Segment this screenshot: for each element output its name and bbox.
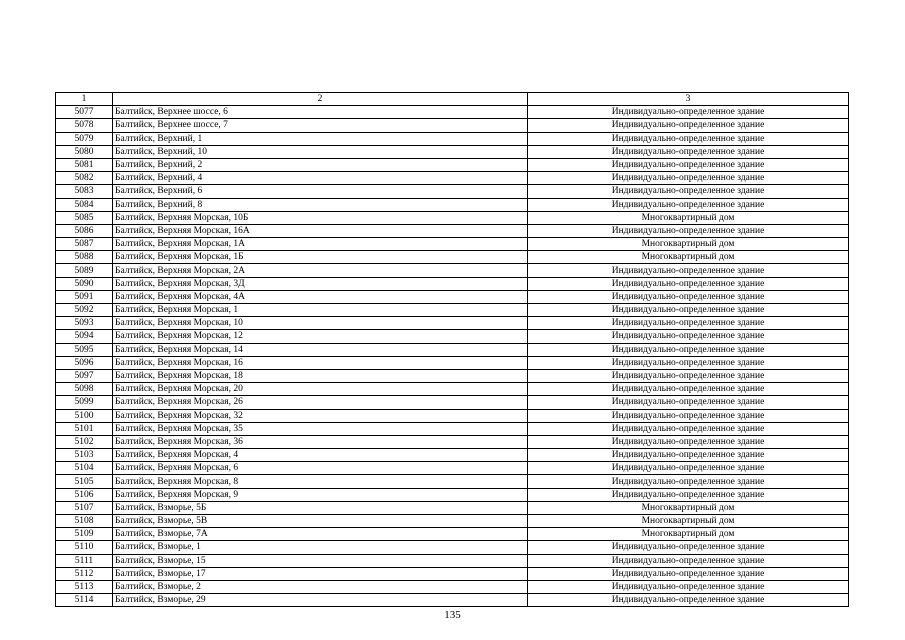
table-row	[56, 515, 849, 528]
building-type-cell: Многоквартирный дом	[528, 501, 849, 514]
row-number-cell: 5087	[56, 238, 113, 251]
address-cell: Балтийск, Верхняя Морская, 6	[113, 462, 528, 475]
building-type-cell: Индивидуально-определенное здание	[528, 383, 849, 396]
address-cell: Балтийск, Верхняя Морская, 35	[113, 422, 528, 435]
row-number-cell: 5105	[56, 475, 113, 488]
table-row	[56, 554, 849, 567]
address-cell: Балтийск, Верхняя Морская, 14	[113, 343, 528, 356]
row-number-cell: 5093	[56, 317, 113, 330]
address-cell: Балтийск, Верхняя Морская, 4	[113, 449, 528, 462]
row-number-cell: 5090	[56, 277, 113, 290]
table-row	[56, 343, 849, 356]
table-row	[56, 594, 849, 607]
table-row	[56, 330, 849, 343]
building-type-cell: Индивидуально-определенное здание	[528, 158, 849, 171]
row-number-cell: 5091	[56, 290, 113, 303]
table-row	[56, 224, 849, 237]
address-cell: Балтийск, Взморье, 7А	[113, 528, 528, 541]
building-type-cell: Индивидуально-определенное здание	[528, 224, 849, 237]
building-type-cell: Индивидуально-определенное здание	[528, 594, 849, 607]
table-row	[56, 264, 849, 277]
row-number-cell: 5114	[56, 594, 113, 607]
row-number-cell: 5082	[56, 172, 113, 185]
building-type-cell: Индивидуально-определенное здание	[528, 369, 849, 382]
table-row	[56, 251, 849, 264]
address-cell: Балтийск, Верхний, 4	[113, 172, 528, 185]
table-row	[56, 172, 849, 185]
address-cell: Балтийск, Верхний, 10	[113, 145, 528, 158]
building-type-cell: Многоквартирный дом	[528, 211, 849, 224]
address-cell: Балтийск, Взморье, 2	[113, 580, 528, 593]
address-cell: Балтийск, Верхний, 8	[113, 198, 528, 211]
building-type-cell: Индивидуально-определенное здание	[528, 356, 849, 369]
address-cell: Балтийск, Верхняя Морская, 4А	[113, 290, 528, 303]
table-row	[56, 409, 849, 422]
building-type-cell: Индивидуально-определенное здание	[528, 409, 849, 422]
building-type-cell: Индивидуально-определенное здание	[528, 317, 849, 330]
building-type-cell: Индивидуально-определенное здание	[528, 580, 849, 593]
row-number-cell: 5088	[56, 251, 113, 264]
table-row	[56, 198, 849, 211]
row-number-cell: 5111	[56, 554, 113, 567]
row-number-cell: 5099	[56, 396, 113, 409]
row-number-cell: 5104	[56, 462, 113, 475]
address-cell: Балтийск, Верхняя Морская, 9	[113, 488, 528, 501]
table-body	[56, 106, 849, 607]
address-cell: Балтийск, Верхняя Морская, 10	[113, 317, 528, 330]
address-cell: Балтийск, Верхняя Морская, 8	[113, 475, 528, 488]
address-cell: Балтийск, Верхняя Морская, 18	[113, 369, 528, 382]
building-type-cell: Индивидуально-определенное здание	[528, 290, 849, 303]
address-cell: Балтийск, Взморье, 17	[113, 567, 528, 580]
building-type-cell: Индивидуально-определенное здание	[528, 198, 849, 211]
row-number-cell: 5102	[56, 435, 113, 448]
table-row	[56, 145, 849, 158]
address-cell: Балтийск, Верхняя Морская, 12	[113, 330, 528, 343]
address-cell: Балтийск, Верхняя Морская, 16	[113, 356, 528, 369]
address-cell: Балтийск, Верхняя Морская, 20	[113, 383, 528, 396]
building-type-cell: Индивидуально-определенное здание	[528, 449, 849, 462]
building-type-cell: Индивидуально-определенное здание	[528, 343, 849, 356]
address-cell: Балтийск, Верхняя Морская, 3Д	[113, 277, 528, 290]
building-type-cell: Индивидуально-определенное здание	[528, 554, 849, 567]
row-number-cell: 5094	[56, 330, 113, 343]
column-header-3: 3	[528, 93, 849, 106]
building-type-cell: Индивидуально-определенное здание	[528, 264, 849, 277]
row-number-cell: 5103	[56, 449, 113, 462]
table-row	[56, 158, 849, 171]
table-row	[56, 277, 849, 290]
building-type-cell: Индивидуально-определенное здание	[528, 119, 849, 132]
table-row	[56, 435, 849, 448]
page-number: 135	[444, 609, 461, 621]
table-row	[56, 541, 849, 554]
row-number-cell: 5109	[56, 528, 113, 541]
table-row	[56, 211, 849, 224]
row-number-cell: 5086	[56, 224, 113, 237]
table-row	[56, 238, 849, 251]
row-number-cell: 5092	[56, 304, 113, 317]
row-number-cell: 5095	[56, 343, 113, 356]
address-cell: Балтийск, Верхняя Морская, 36	[113, 435, 528, 448]
row-number-cell: 5112	[56, 567, 113, 580]
row-number-cell: 5096	[56, 356, 113, 369]
table-row	[56, 356, 849, 369]
building-type-cell: Индивидуально-определенное здание	[528, 396, 849, 409]
table-row	[56, 369, 849, 382]
row-number-cell: 5089	[56, 264, 113, 277]
address-cell: Балтийск, Верхняя Морская, 32	[113, 409, 528, 422]
row-number-cell: 5098	[56, 383, 113, 396]
row-number-cell: 5107	[56, 501, 113, 514]
row-number-cell: 5106	[56, 488, 113, 501]
row-number-cell: 5081	[56, 158, 113, 171]
row-number-cell: 5101	[56, 422, 113, 435]
row-number-cell: 5085	[56, 211, 113, 224]
table-row	[56, 580, 849, 593]
address-cell: Балтийск, Верхняя Морская, 1А	[113, 238, 528, 251]
address-cell: Балтийск, Взморье, 29	[113, 594, 528, 607]
column-header-2: 2	[113, 93, 528, 106]
building-type-cell: Индивидуально-определенное здание	[528, 422, 849, 435]
registry-table	[55, 92, 849, 607]
building-type-cell: Индивидуально-определенное здание	[528, 567, 849, 580]
row-number-cell: 5080	[56, 145, 113, 158]
building-type-cell: Индивидуально-определенное здание	[528, 475, 849, 488]
column-header-1: 1	[56, 93, 113, 106]
address-cell: Балтийск, Взморье, 5В	[113, 515, 528, 528]
table-row	[56, 528, 849, 541]
address-cell: Балтийск, Верхняя Морская, 2А	[113, 264, 528, 277]
table-row	[56, 475, 849, 488]
table-row	[56, 185, 849, 198]
address-cell: Балтийск, Взморье, 5Б	[113, 501, 528, 514]
address-cell: Балтийск, Верхняя Морская, 10Б	[113, 211, 528, 224]
table-row	[56, 106, 849, 119]
address-cell: Балтийск, Верхняя Морская, 16А	[113, 224, 528, 237]
row-number-cell: 5110	[56, 541, 113, 554]
building-type-cell: Индивидуально-определенное здание	[528, 304, 849, 317]
row-number-cell: 5113	[56, 580, 113, 593]
table-row	[56, 488, 849, 501]
building-type-cell: Индивидуально-определенное здание	[528, 106, 849, 119]
building-type-cell: Индивидуально-определенное здание	[528, 172, 849, 185]
table-header-row	[56, 93, 849, 106]
table-row	[56, 304, 849, 317]
row-number-cell: 5097	[56, 369, 113, 382]
row-number-cell: 5077	[56, 106, 113, 119]
address-cell: Балтийск, Верхний, 1	[113, 132, 528, 145]
table-row	[56, 462, 849, 475]
table-row	[56, 290, 849, 303]
row-number-cell: 5100	[56, 409, 113, 422]
building-type-cell: Многоквартирный дом	[528, 251, 849, 264]
building-type-cell: Многоквартирный дом	[528, 515, 849, 528]
building-type-cell: Индивидуально-определенное здание	[528, 132, 849, 145]
row-number-cell: 5078	[56, 119, 113, 132]
address-cell: Балтийск, Верхняя Морская, 1	[113, 304, 528, 317]
table-row	[56, 396, 849, 409]
building-type-cell: Индивидуально-определенное здание	[528, 330, 849, 343]
row-number-cell: 5108	[56, 515, 113, 528]
building-type-cell: Многоквартирный дом	[528, 528, 849, 541]
address-cell: Балтийск, Верхняя Морская, 1Б	[113, 251, 528, 264]
row-number-cell: 5084	[56, 198, 113, 211]
address-cell: Балтийск, Взморье, 1	[113, 541, 528, 554]
table-row	[56, 383, 849, 396]
building-type-cell: Индивидуально-определенное здание	[528, 435, 849, 448]
table-row	[56, 501, 849, 514]
row-number-cell: 5083	[56, 185, 113, 198]
building-type-cell: Многоквартирный дом	[528, 238, 849, 251]
building-type-cell: Индивидуально-определенное здание	[528, 488, 849, 501]
table-row	[56, 132, 849, 145]
table-row	[56, 422, 849, 435]
table-row	[56, 119, 849, 132]
building-type-cell: Индивидуально-определенное здание	[528, 145, 849, 158]
table-row	[56, 567, 849, 580]
address-cell: Балтийск, Верхнее шоссе, 6	[113, 106, 528, 119]
table-row	[56, 317, 849, 330]
table-row	[56, 449, 849, 462]
address-cell: Балтийск, Взморье, 15	[113, 554, 528, 567]
address-cell: Балтийск, Верхняя Морская, 26	[113, 396, 528, 409]
row-number-cell: 5079	[56, 132, 113, 145]
building-type-cell: Индивидуально-определенное здание	[528, 277, 849, 290]
address-cell: Балтийск, Верхний, 2	[113, 158, 528, 171]
building-type-cell: Индивидуально-определенное здание	[528, 541, 849, 554]
address-cell: Балтийск, Верхний, 6	[113, 185, 528, 198]
building-type-cell: Индивидуально-определенное здание	[528, 462, 849, 475]
address-cell: Балтийск, Верхнее шоссе, 7	[113, 119, 528, 132]
building-type-cell: Индивидуально-определенное здание	[528, 185, 849, 198]
